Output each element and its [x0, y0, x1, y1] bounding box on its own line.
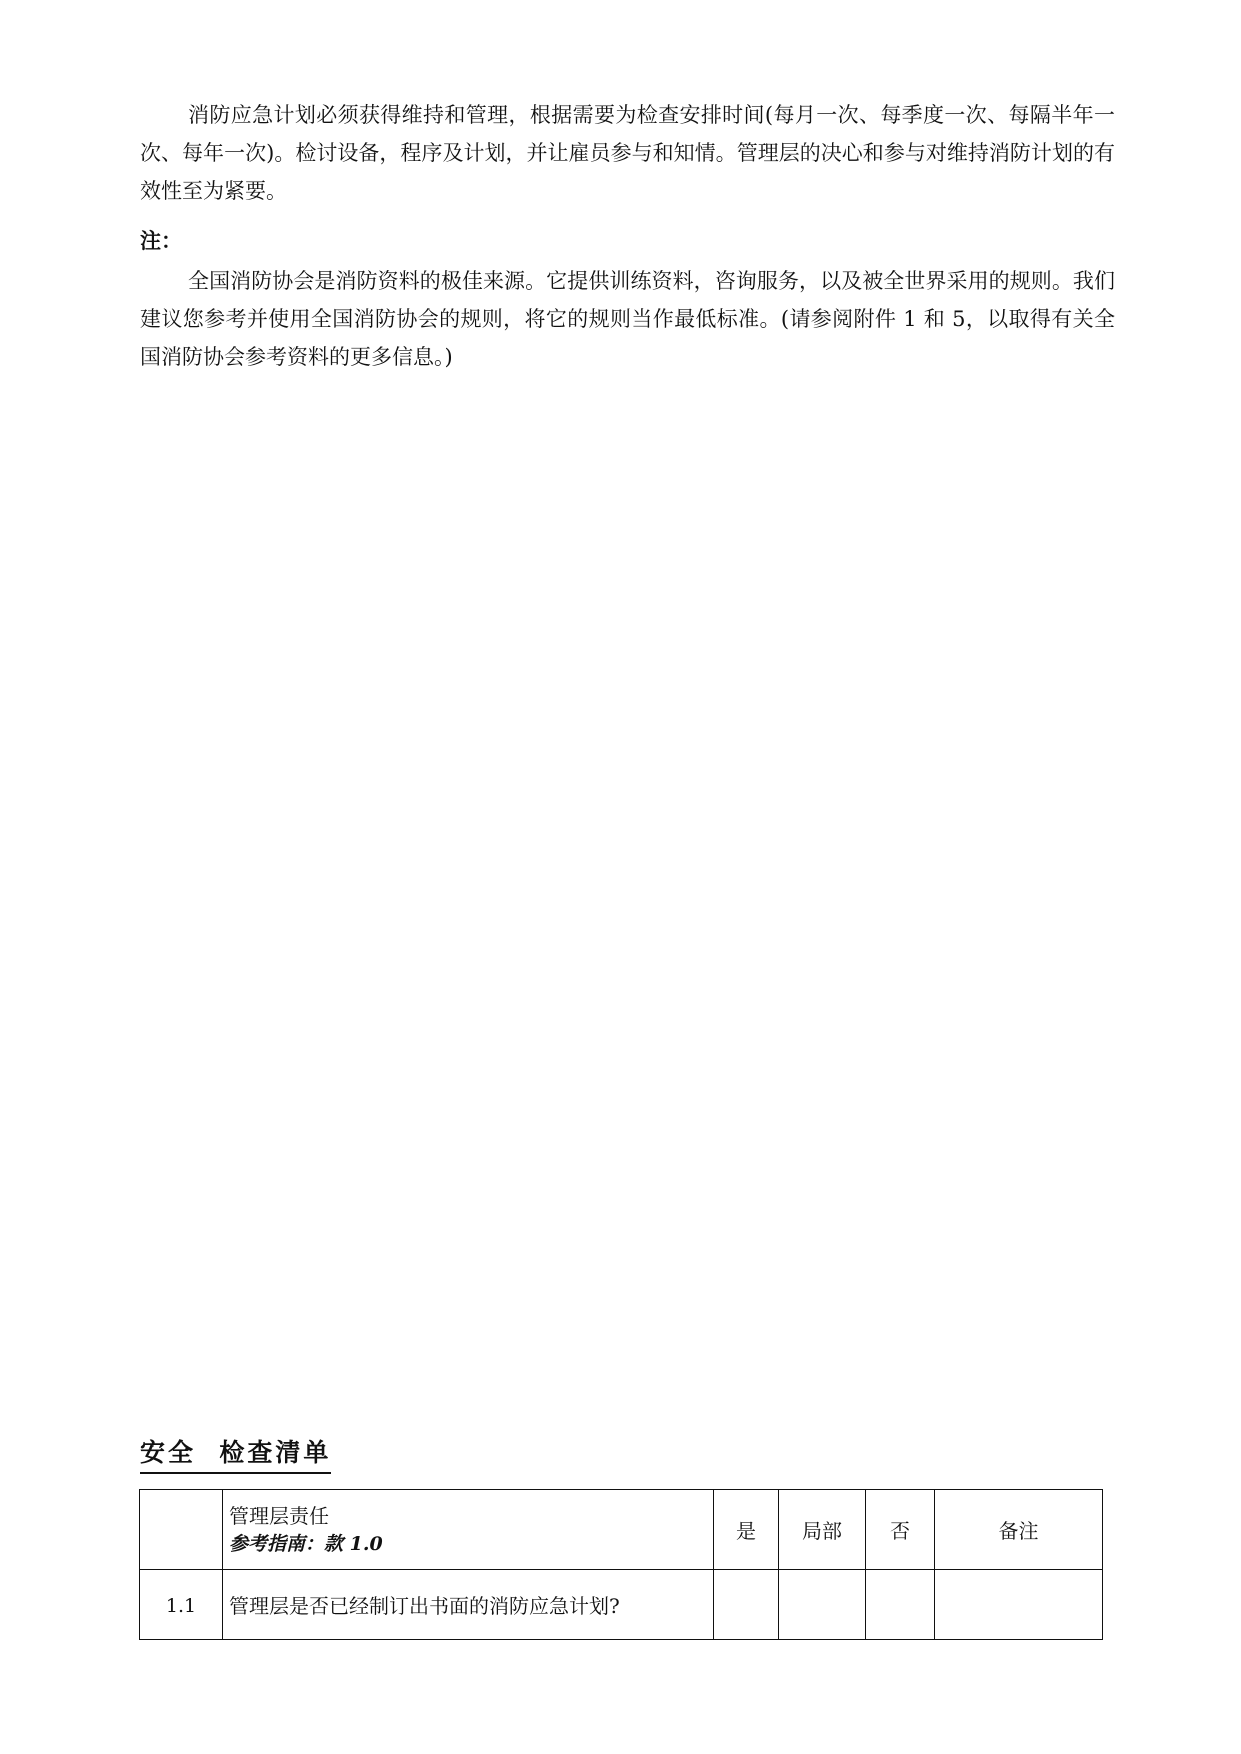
header-remarks-label: 备注	[998, 1519, 1039, 1543]
checklist-header-row	[140, 1490, 1103, 1570]
checklist-table	[139, 1489, 1103, 1640]
header-no-cell	[866, 1490, 935, 1570]
header-no-label: 否	[890, 1519, 910, 1543]
row-no-cell[interactable]	[866, 1570, 935, 1640]
row-question-cell	[223, 1570, 714, 1640]
note-label: 注：	[140, 228, 182, 253]
table-row	[140, 1570, 1103, 1640]
note-paragraph: 全国消防协会是消防资料的极佳来源。它提供训练资料，咨询服务，以及被全世界采用的规则。我们建议您参考并使用全国消防协会的规则，将它的规则当作最低标准。(请参阅附件 1 和 5，以取得有关全国消防协会参考资料的更多信息。)	[140, 269, 1115, 369]
header-yes-cell	[714, 1490, 779, 1570]
row-partial-cell[interactable]	[779, 1570, 866, 1640]
section-reference: 参考指南：款 1.0	[229, 1532, 383, 1555]
header-partial-label: 局部	[802, 1519, 842, 1543]
row-remarks-cell[interactable]	[935, 1570, 1103, 1640]
header-remarks-cell	[935, 1490, 1103, 1570]
row-question: 管理层是否已经制订出书面的消防应急计划?	[229, 1594, 620, 1618]
header-number-cell	[140, 1490, 223, 1570]
row-yes-cell[interactable]	[714, 1570, 779, 1640]
header-section-cell	[223, 1490, 714, 1570]
header-yes-label: 是	[736, 1519, 756, 1543]
intro-paragraph: 消防应急计划必须获得维持和管理，根据需要为检查安排时间(每月一次、每季度一次、每隔半年一次、每年一次)。检讨设备，程序及计划，并让雇员参与和知情。管理层的决心和参与对维持消防计划的有效性至为紧要。	[140, 103, 1115, 203]
row-number: 1.1	[165, 1594, 197, 1617]
checklist-title: 安全 检查清单	[140, 1433, 331, 1474]
row-number-cell	[140, 1570, 223, 1640]
header-partial-cell	[779, 1490, 866, 1570]
section-title: 管理层责任	[229, 1503, 329, 1528]
